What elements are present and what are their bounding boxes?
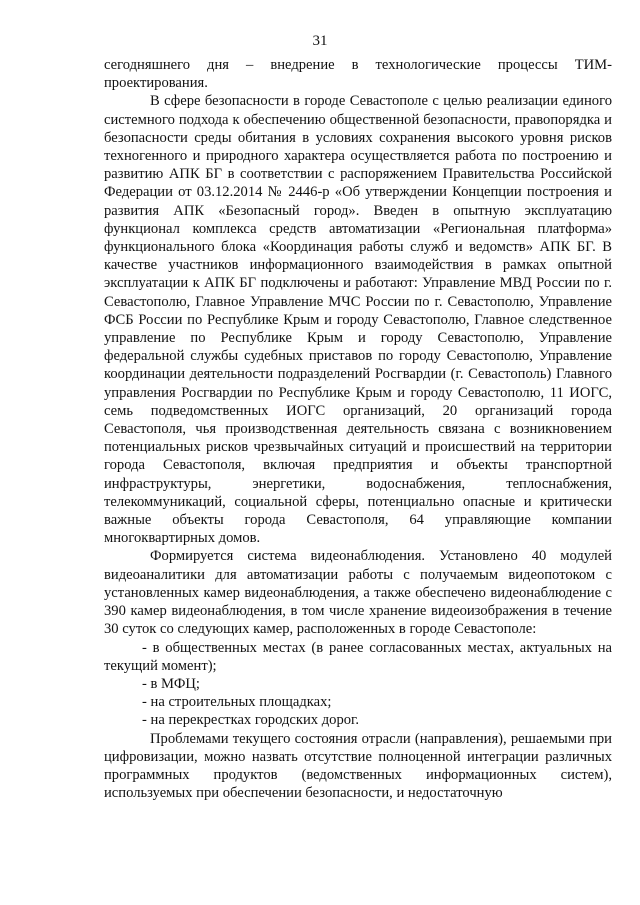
- document-body: [104, 56, 612, 802]
- list-item-intersections: - на перекрестках городских дорог.: [142, 712, 360, 729]
- list-item-public-places: - в общественных местах (в ранее согласованных местах, актуальных на текущий момент);: [104, 639, 612, 674]
- page-number: 31: [312, 33, 328, 49]
- list-item-mfc: - в МФЦ;: [142, 675, 200, 692]
- paragraph-video-surveillance: Формируется система видеонаблюдения. Установлено 40 модулей видеоаналитики для автоматизации работы с получаемым видеопотоком с установленных камер видеонаблюдения, а также обеспечено видеонаблюдение с 390 камер видеонаблюдения, в том числе хранение видеоизображения в течение 30 суток со следующих камер, расположенных в городе Севастополе:: [104, 548, 612, 638]
- paragraph-problems: Проблемами текущего состояния отрасли (направления), решаемыми при цифровизации, можно назвать отсутствие полноценной интеграции различных программных продуктов (ведомственных информационных систем), используемых при обеспечении безопасности, и недостаточную: [104, 730, 612, 802]
- list-item-construction-sites: - на строительных площадках;: [142, 694, 332, 711]
- paragraph-safe-city: В сфере безопасности в городе Севастополе с целью реализации единого системного подхода к обеспечению общественной безопасности, правопорядка и безопасности среды обитания в условиях сохранения высокого уровня рисков техногенного и природного характера осуществляется работа по построению и развитию АПК БГ в соответствии с распоряжением Правительства Российской Федерации от 03.12.2014 № 2446-р «Об утверждении Концепции построения и развития АПК «Безопасный город». Введен в опытную эксплуатацию функционал комплекса средств автоматизации «Региональная платформа» функционального блока «Координация работы служб и ведомств» АПК БГ. В качестве участников информационного взаимодействия в рамках опытной эксплуатации к АПК БГ подключены и работают: Управление МВД России по г. Севастополю, Главное Управление МЧС России по г. Севастополю, Управление ФСБ России по Республике Крым и городу Севастополю, Главное следственное управление по Республике Крым и городу Севастополю, Управление федеральной службы судебных приставов по городу Севастополю, Управление координации деятельности подразделений Росгвардии (г. Севастополь) Главного управления Росгвардии по Республике Крым и городу Севастополю, 11 ИОГС, семь подведомственных ИОГС организаций, 20 организаций города Севастополя, чья производственная деятельность связана с возникновением потенциальных рисков чрезвычайных ситуаций и происшествий на территории города Севастополя, включая предприятия и объекты транспортной инфраструктуры, энергетики, водоснабжения, теплоснабжения, телекоммуникаций, социальной сферы, потенциально опасные и критически важные объекты города Севастополя, 64 управляющие компании многоквартирных домов.: [104, 93, 612, 547]
- paragraph-continuation: сегодняшнего дня – внедрение в технологические процессы ТИМ-проектирования.: [104, 57, 612, 92]
